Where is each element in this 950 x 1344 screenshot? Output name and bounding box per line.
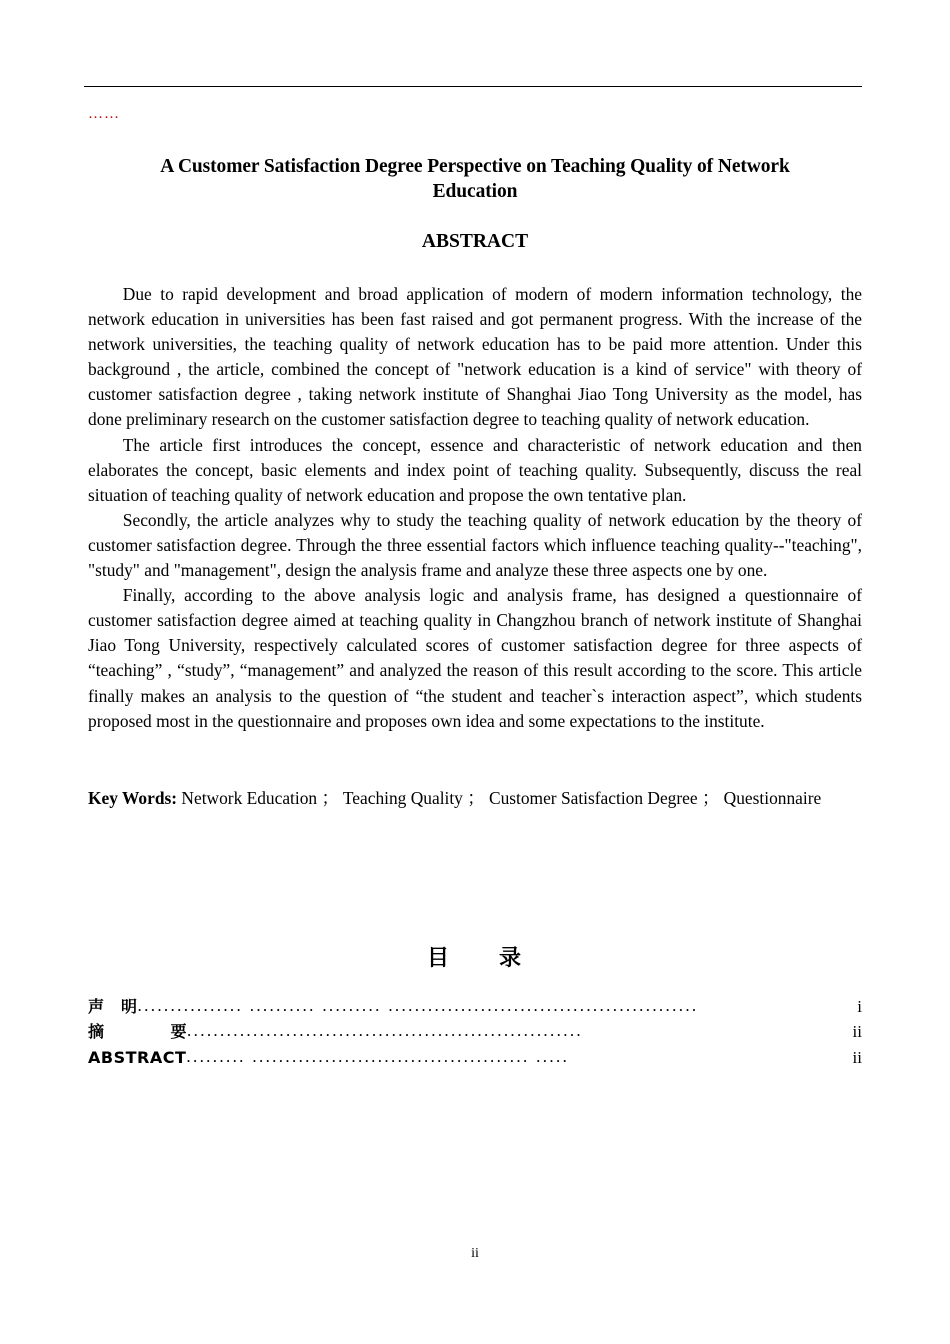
toc-list: [88, 974, 862, 1071]
toc-entry-declaration[interactable]: [88, 994, 862, 1020]
toc-page-number: ii: [852, 1047, 862, 1067]
toc-entry-chinese-abstract[interactable]: [88, 1019, 862, 1045]
toc-heading: 目 录: [426, 945, 523, 971]
abstract-paragraph: Secondly, the article analyzes why to study the teaching quality of network education by the theory of customer satisfaction degree. Through the three essential factors which influence teaching quality--"teaching", "study" and "management", design the analysis frame and analyze these three aspects one by one.: [88, 509, 862, 581]
toc-dot-leader: ......... .......................................... .....: [186, 1046, 570, 1066]
keywords-line: [88, 734, 862, 816]
toc-page-number: ii: [852, 1022, 862, 1042]
abstract-paragraph: Due to rapid development and broad application of modern of modern information technology, the network education in universities has been fast raised and got permanent progress. With the increase of the network universities, the teaching quality of network education has to be paid more attention. Under this background , the article, combined the concept of "network education is a kind of service" with theory of customer satisfaction degree , taking network institute of Shanghai Jiao Tong University as the model, has done preliminary research on the customer satisfaction degree to teaching quality of network education.: [88, 284, 862, 430]
abstract-paragraph: The article first introduces the concept, essence and characteristic of network education and then elaborates the concept, basic elements and index point of teaching quality. Subsequently, discuss the real situation of teaching quality of network education and propose the own tentative plan.: [88, 434, 862, 505]
abstract-heading: ABSTRACT: [421, 231, 529, 252]
footer-page-number: ii: [471, 1246, 479, 1261]
toc-entry-label: 摘 要: [88, 1022, 188, 1042]
toc-entry-label: ABSTRACT: [88, 1047, 187, 1067]
toc-page-number: i: [857, 996, 862, 1016]
toc-entry-abstract[interactable]: [88, 1045, 862, 1071]
abstract-body: [88, 282, 862, 734]
toc-entry-label: 声 明: [88, 996, 138, 1016]
page-title: A Customer Satisfaction Degree Perspective on Teaching Quality of Network Education: [160, 156, 790, 202]
toc-dot-leader: ............................................................: [187, 1021, 584, 1041]
keywords-label: Key Words:: [88, 787, 178, 808]
page-content: [88, 104, 862, 1070]
red-ellipsis-marker: ……: [88, 106, 120, 122]
abstract-paragraph: Finally, according to the above analysis logic and analysis frame, has designed a questionnaire of customer satisfaction degree aimed at teaching quality in Changzhou branch of network institute of Shanghai Jiao Tong University, respectively calculated scores of customer satisfaction degree for three aspects of “teaching” , “study”, “management” and analyzed the reason of this result according to the score. This article finally makes an analysis to the question of “the student and teacher`s interaction aspect”, which students proposed most in the questionnaire and proposes own idea and some expectations to the institute.: [88, 585, 862, 731]
keywords-values: Network Education ； Teaching Quality ； Customer Satisfaction Degree ； Questionnaire: [177, 787, 822, 808]
header-divider-rule: [84, 86, 862, 87]
toc-dot-leader: ................ .......... ......... ...............................................: [137, 995, 699, 1015]
